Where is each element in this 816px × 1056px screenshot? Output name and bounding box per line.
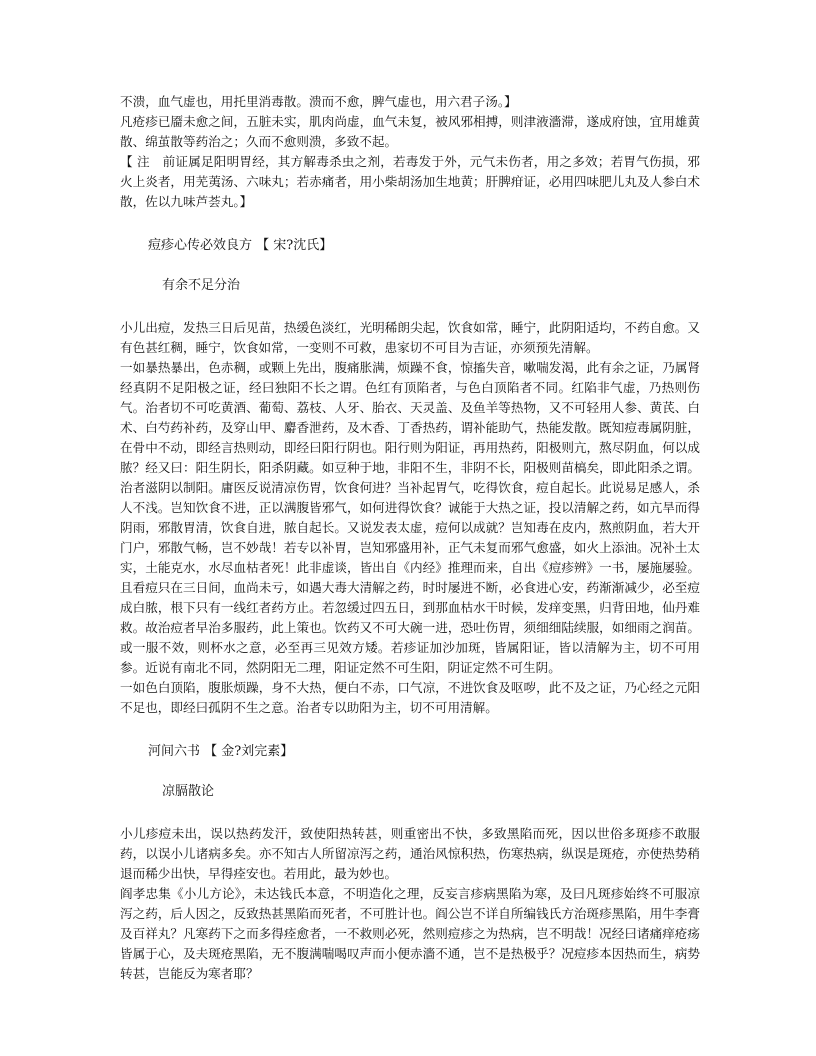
section-heading: 痘疹心传必效良方 【 宋?沈氏】 — [148, 238, 333, 253]
paragraph: 一如暴热暴出，色赤稠，或颗上先出，腹痛胀满，烦躁不食，惊搐失音，嗽喘发渴，此有余之证，乃属肾经真阴不足阳极之证，经曰独阳不长之谓。色红有顶陷者，与色白顶陷者不同。红陷非气虚，乃热则伤气。治者切不可吃黄酒、葡萄、荔枝、人牙、胎衣、天灵盖、及鱼羊等热物，又不可轻用人参、黄芪、白术、白芍药补药，及穿山甲、麝香泄药，及木香、丁香热药，谓补能助气，热能发散。既知痘毒属阴脏，在骨中不动，即经言热则动，即经曰阳行阴也。阳行则为阳证，再用热药，阳极则亢，熬尽阴血，何以成脓？经又曰：阳生阴长，阳杀阴藏。如豆种于地，非阳不生，非阴不长，阳极则苗槁矣，即此阳杀之谓。治者滋阴以制阳。庸医反说清凉伤胃，饮食何进？当补起胃气，吃得饮食，痘自起长。此说易足感人，杀人不浅。岂知饮食不进，正以满腹皆邪气，如何进得饮食？诚能于大热之证，投以清解之药，如亢旱而得阴雨，邪散胃清，饮食自进，脓自起长。又说发表太虚，痘何以成就？岂知毒在皮内，熬煎阴血，若大开门户，邪散气畅，岂不妙哉！若专以补胃，岂知邪盛用补，正气未复而邪气愈盛，如火上添油。况补土太实，土能克水，水尽血枯者死！此非虚谈，皆出自《内经》推理而来，自出《痘疹辨》一书，屡施屡验。且看痘只在三日间，血尚未亏，如遇大毒大清解之药，时时屡进不断，必食进心安，药渐渐减少，必至痘成白脓，根下只有一线红者药方止。若忽缓过四五日，到那血枯水干时候，发痒变黑，归背田地，仙丹难救。故治痘者早治多服药，此上策也。饮药又不可大碗一进，恐吐伤胃，须细细陆续服，如细雨之润苗。或一服不效，则杯水之意，必至再三见效方矮。若疹证加沙加斑，皆属阳证，皆以清解为主，切不可用参。近说有南北不同，然阴阳无二理，阳证定然不可生阳，阴证定然不可生阴。 — [120, 360, 700, 675]
paragraph: 凡疮疹已靥未愈之间，五脏未实，肌肉尚虚，血气未复，被风邪相搏，则津液濇滞，遂成府蚀，宜用雄黄散、绵茧散等药治之；久而不愈则溃，多致不起。 — [120, 114, 700, 149]
paragraph: 一如色白顶陷，腹胀烦躁，身不大热，便白不赤，口气凉，不进饮食及呕哕，此不及之证，乃心经之元阳不足也，即经曰孤阴不生之意。治者专以助阳为主，切不可用清解。 — [120, 680, 700, 715]
document-page — [120, 92, 700, 984]
section-heading: 河间六书 【 金?刘完素】 — [148, 744, 294, 759]
paragraph: 不溃，血气虚也，用托里消毒散。溃而不愈，脾气虚也，用六君子汤。】 — [120, 94, 517, 109]
paragraph: 阎孝忠集《小儿方论》，未达钱氏本意，不明造化之理，反妄言疹病黑陷为寒，及曰凡斑疹始终不可服凉泻之药，后人因之，反致热甚黑陷而死者，不可胜计也。阎公岂不详自所编钱氏方治斑疹黑陷，用牛李膏及百祥丸？凡寒药下之而多得痊愈者，一不救则必死，然则痘疹之为热病，岂不明哉！况经曰诸痛痒疮疡皆属于心，及夫斑疮黑陷，无不腹满喘喝叹声而小便赤濇不通，岂不是热极乎？况痘疹本因热而生，病势转甚，岂能反为寒者耶？ — [120, 886, 700, 981]
paragraph: 小儿疹痘未出，误以热药发汗，致使阳热转甚，则重密出不快，多致黑陷而死，因以世俗多斑疹不敢服药，以误小儿诸病多矣。亦不知古人所留凉泻之药，通治风惊积热，伤寒热病，纵误是斑疮，亦使热势稍退而稀少出快，早得痊安也。若用此，最为妙也。 — [120, 826, 700, 881]
note-paragraph: 【 注 前证属足阳明胃经，其方解毒杀虫之剂，若毒发于外，元气未伤者，用之多效；若胃气伤损，邪火上炎者，用芜荑汤、六味丸；若赤痛者，用小柴胡汤加生地黄；肝脾疳证，必用四味肥儿丸及人参白术散，佐以九味芦荟丸。】 — [120, 154, 700, 209]
subsection-heading: 有余不足分治 — [162, 278, 241, 293]
paragraph: 小儿出痘，发热三日后见苗，热缓色淡红，光明稀朗尖起，饮食如常，睡宁，此阴阳适均，不药自愈。又有色甚红稠，睡宁，饮食如常，一变则不可救，患家切不可目为吉证，亦须预先清解。 — [120, 320, 700, 355]
subsection-heading: 凉膈散论 — [162, 784, 215, 799]
